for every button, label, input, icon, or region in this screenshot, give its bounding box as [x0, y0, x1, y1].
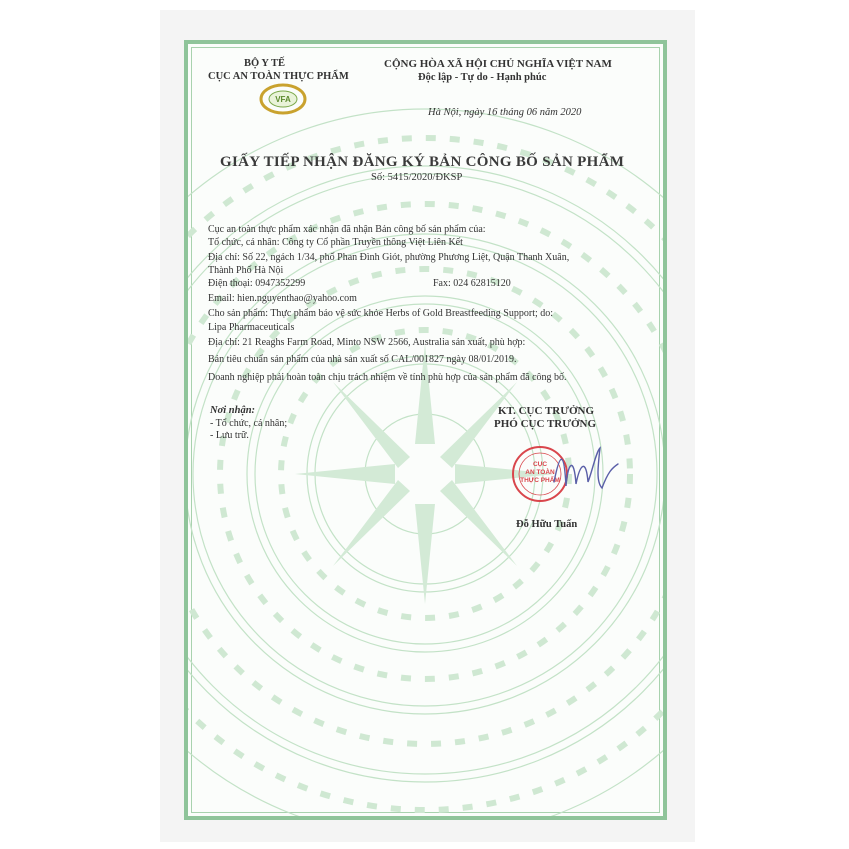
national-motto: Độc lập - Tự do - Hạnh phúc — [418, 72, 547, 83]
recipient-item: - Tổ chức, cá nhân; — [210, 418, 288, 429]
logo-text: VFA — [275, 95, 291, 104]
stamp-text-line: CỤC — [532, 461, 548, 468]
product-line-1: Cho sản phẩm: Thực phẩm bảo vệ sức khỏe Herbs of Gold Breastfeeding Support; do: — [208, 308, 554, 319]
recipients-title: Nơi nhận: — [210, 405, 256, 416]
certificate-document — [184, 40, 667, 820]
product-line-2: Lipa Pharmaceuticals — [208, 322, 295, 333]
recipient-item: - Lưu trữ. — [210, 430, 249, 441]
document-title: GIẤY TIẾP NHẬN ĐĂNG KÝ BẢN CÔNG BỐ SẢN PHẨM — [220, 154, 625, 170]
republic-name: CỘNG HÒA XÃ HỘI CHỦ NGHĨA VIỆT NAM — [384, 58, 612, 70]
standard-text: Bản tiêu chuẩn sản phẩm của nhà sản xuất số CAL/001827 ngày 08/01/2019. — [208, 354, 517, 365]
manufacturer-address: Địa chỉ: 21 Reaghs Farm Road, Minto NSW 2566, Australia sản xuất, phù hợp: — [208, 337, 526, 348]
signature-title-2: PHÓ CỤC TRƯỞNG — [494, 418, 597, 430]
stamp-text-line: AN TOÀN — [525, 469, 555, 476]
responsibility-text: Doanh nghiệp phải hoàn toàn chịu trách nhiệm về tính phù hợp của sản phẩm đã công bố. — [208, 372, 567, 383]
address-line-1: Địa chỉ: Số 22, ngách 1/34, phố Phan Đình Giót, phường Phương Liệt, Quận Thanh Xuân, — [208, 252, 570, 263]
vfa-logo-icon — [258, 82, 308, 116]
ministry-name: BỘ Y TẾ — [244, 58, 286, 69]
document-number: Số: 5415/2020/ĐKSP — [371, 172, 463, 183]
fax-text: Fax: 024 62815120 — [433, 278, 511, 289]
email-text: Email: hien.nguyenthao@yahoo.com — [208, 293, 357, 304]
handwritten-signature-icon — [546, 442, 636, 502]
organization-text: Tổ chức, cá nhân: Công ty Cổ phần Truyền thông Việt Liên Kết — [208, 237, 463, 248]
stamp-text-line: THỰC PHẨM — [520, 477, 560, 484]
intro-text: Cục an toàn thực phẩm xác nhận đã nhận Bản công bố sản phẩm của: — [208, 224, 486, 235]
signer-name: Đỗ Hữu Tuấn — [516, 519, 578, 530]
phone-text: Điện thoại: 0947352299 — [208, 278, 306, 289]
agency-name: CỤC AN TOÀN THỰC PHẨM — [208, 71, 349, 82]
signature-title-1: KT. CỤC TRƯỞNG — [498, 405, 595, 417]
issue-date: Hà Nội, ngày 16 tháng 06 năm 2020 — [428, 107, 582, 118]
address-line-2: Thành Phố Hà Nội — [208, 265, 284, 276]
